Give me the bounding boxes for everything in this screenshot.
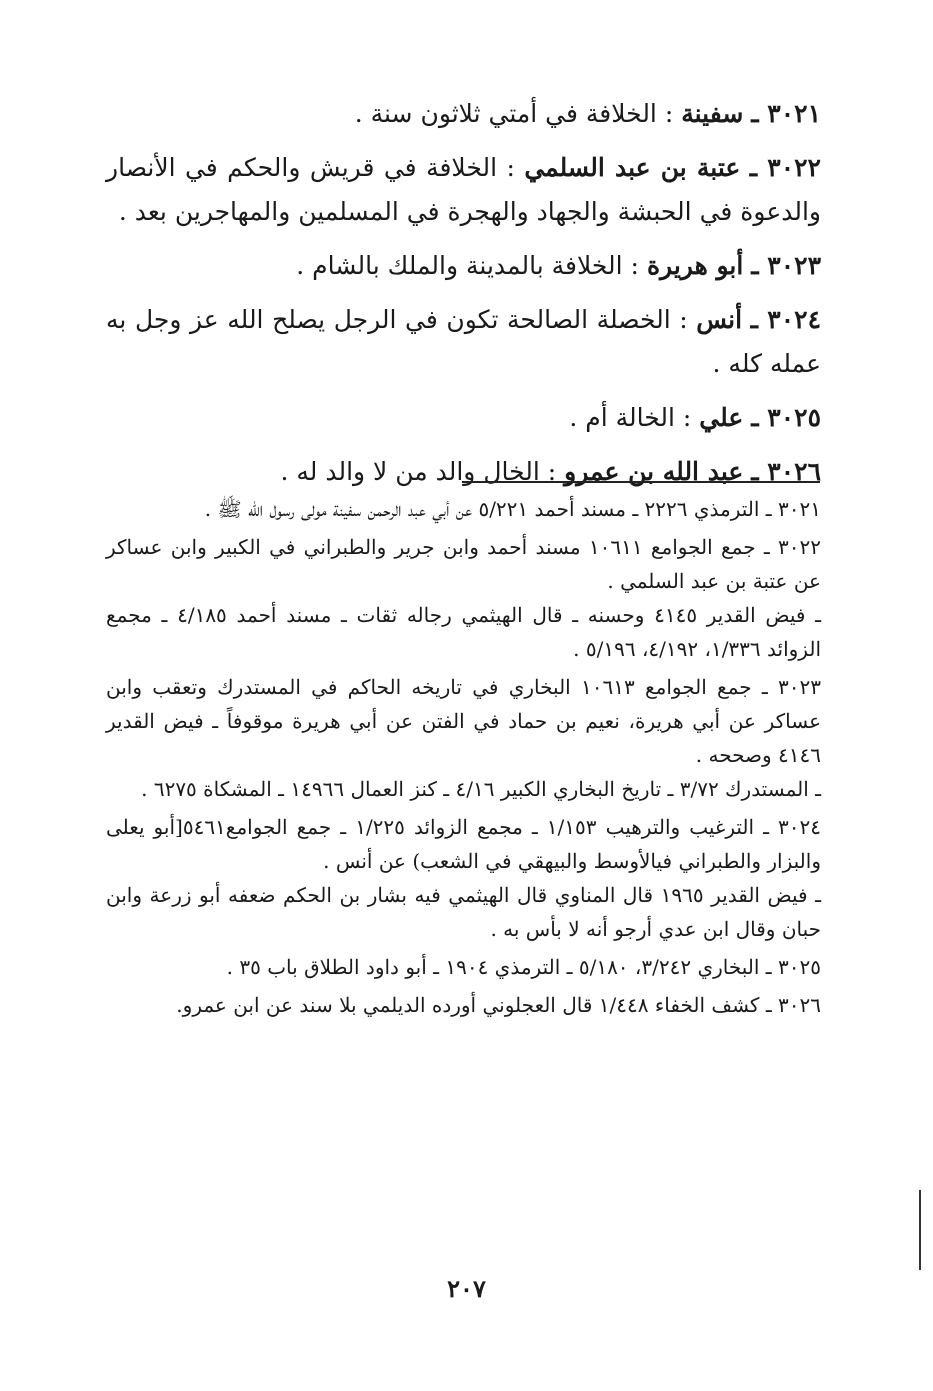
hadith-entry [106,298,821,386]
hadith-text: : الخلافة في أمتي ثلاثون سنة . [354,99,674,128]
hadith-entry [106,396,821,440]
hadith-text: : الخلافة في قريش والحكم في الأنصار والدعوة في الحبشة والجهاد والهجرة في المسلمين والمهاجرين بعد . [106,153,821,226]
footnote [106,988,821,1022]
hadith-number: ٣٠٢٢ ـ [749,153,821,182]
footnote-line: ٣٠٢٦ ـ كشف الخفاء ١/٤٤٨ قال العجلوني أورده الديلمي بلا سند عن ابن عمرو. [176,993,821,1017]
hadith-number: ٣٠٢٥ ـ [751,403,821,432]
hadith-entry [106,450,821,494]
hadith-number: ٣٠٢٤ ـ [750,305,821,334]
hadith-entry [106,92,821,136]
footnote [106,810,821,946]
hadith-number: ٣٠٢٦ ـ [751,457,821,486]
footnote-line: ٣٠٢٢ ـ جمع الجوامع ١٠٦١١ مسند أحمد وابن جرير والطبراني في الكبير وابن عساكر عن عتبة بن عبد السلمي . [106,535,821,593]
hadith-text: : الخصلة الصالحة تكون في الرجل يصلح الله عز وجل به عمله كله . [106,305,821,378]
footnote [106,492,821,526]
hadith-entry [106,244,821,288]
hadith-narrator: أبو هريرة [646,251,744,280]
hadith-text: : الخلافة بالمدينة والملك بالشام . [296,251,639,280]
page-edge-line [919,1190,921,1270]
hadith-entry [106,146,821,234]
hadith-narrator: علي [699,403,744,432]
hadith-narrator: عبد الله بن عمرو [564,457,744,486]
hadith-narrator: عتبة بن عبد السلمي [524,153,741,182]
hadith-text: : الخالة أم . [569,403,692,432]
hadith-narrator: أنس [696,305,743,334]
hadith-list [106,92,821,504]
footnote-line: ٣٠٢٥ ـ البخاري ٣/٢٤٢، ٥/١٨٠ ـ الترمذي ١٩٠٤ ـ أبو داود الطلاق باب ٣٥ . [226,955,821,979]
footnote-divider [462,481,820,483]
footnote-line: ـ فيض القدير ١٩٦٥ قال المناوي قال الهيثمي فيه بشار بن الحكم ضعفه أبو زرعة وابن حبان وقال ابن عدي أرجو أنه لا بأس به . [106,883,821,941]
hadith-number: ٣٠٢١ ـ [751,99,821,128]
hadith-narrator: سفينة [681,99,744,128]
footnote-line: ـ المستدرك ٣/٧٢ ـ تاريخ البخاري الكبير ٤/١٦ ـ كنز العمال ١٤٩٦٦ ـ المشكاة ٦٢٧٥ . [141,777,821,801]
hadith-text: : الخال والد من لا والد له . [280,457,557,486]
footnote [106,530,821,666]
footnote-line: ٣٠٢٤ ـ الترغيب والترهيب ١/١٥٣ ـ مجمع الزوائد ١/٢٢٥ ـ جمع الجوامع٥٤٦١[أبو يعلى والبزار والطبراني فيالأوسط والبيهقي في الشعب) عن أنس . [106,815,822,873]
footnotes [106,492,821,1026]
footnote-line: ٣٠٢١ ـ الترمذي ٢٢٢٦ ـ مسند أحمد ٥/٢٢١ عن أبي عبد الرحمن سفينة مولى رسول الله ﷺ . [204,497,821,521]
footnote [106,950,821,984]
footnote-line: ـ فيض القدير ٤١٤٥ وحسنه ـ قال الهيثمي رجاله ثقات ـ مسند أحمد ٤/١٨٥ ـ مجمع الزوائد ١/٣٣٦، ٤/١٩٢، ٥/١٩٦ . [106,603,821,661]
hadith-number: ٣٠٢٣ ـ [751,251,821,280]
footnote-line: ٣٠٢٣ ـ جمع الجوامع ١٠٦١٣ البخاري في تاريخه الحاكم في المستدرك وتعقب وابن عساكر عن أبي هريرة، نعيم بن حماد في الفتن عن أبي هريرة موقوفاً ـ فيض القدير ٤١٤٦ وصححه . [106,675,821,767]
page-number: ٢٠٧ [447,1274,486,1303]
footnote [106,670,821,806]
